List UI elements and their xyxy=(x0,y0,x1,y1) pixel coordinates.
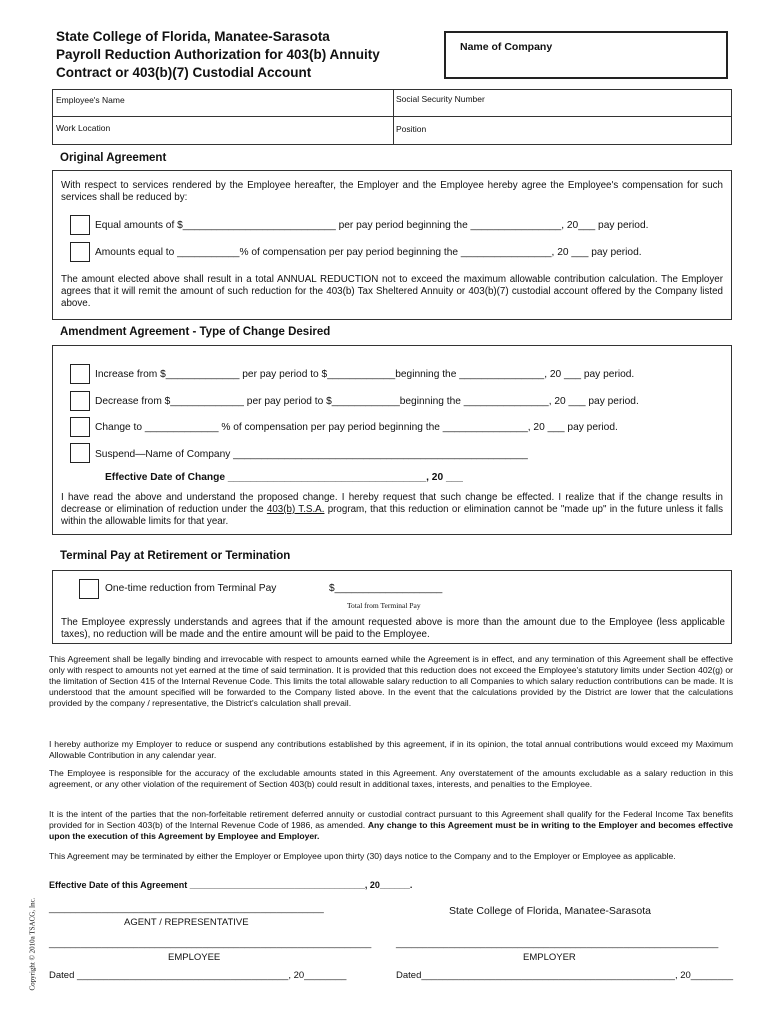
original-agreement-heading: Original Agreement xyxy=(60,152,167,164)
amendment-box xyxy=(52,345,732,535)
terminal-pay-checkbox[interactable] xyxy=(79,579,99,599)
title-line-1: State College of Florida, Manatee-Sarasota xyxy=(56,29,330,44)
terminal-pay-caption: Total from Terminal Pay xyxy=(347,601,421,610)
percent-amounts-checkbox[interactable] xyxy=(70,242,90,262)
change-option: Change to _____________ % of compensation per pay period beginning the _______________, 20 ___ pay period. xyxy=(95,422,618,433)
agent-label: AGENT / REPRESENTATIVE xyxy=(124,917,249,928)
ack-text-1: I have read the above and understand the proposed change. I hereby request that such change be effected. I realize that if the change results in decrease or elimination of reduction under the xyxy=(61,492,723,515)
employee-signature-line[interactable]: _____________________________________________________________ xyxy=(49,938,372,949)
college-name: State College of Florida, Manatee-Sarasota xyxy=(449,905,651,917)
terminal-pay-box xyxy=(52,570,732,644)
employee-name-field[interactable]: Employee's Name xyxy=(56,95,125,105)
terminal-pay-heading: Terminal Pay at Retirement or Termination xyxy=(60,550,291,562)
employee-dated-line[interactable]: Dated ________________________________________, 20________ xyxy=(49,970,347,981)
copyright-notice: Copyright © 2010a TSACG, Inc. xyxy=(28,897,37,991)
increase-option: Increase from $_____________ per pay period to $____________beginning the _______________, 20 ___ pay period. xyxy=(95,369,635,380)
amendment-acknowledgement xyxy=(61,492,723,528)
percent-amounts-option: Amounts equal to ___________% of compensation per pay period beginning the ________________, 20 ___ pay period. xyxy=(95,247,642,258)
title-line-3: Contract or 403(b)(7) Custodial Account xyxy=(56,65,312,80)
suspend-checkbox[interactable] xyxy=(70,443,90,463)
original-limit-text: The amount elected above shall result in a total ANNUAL REDUCTION not to exceed the maximum allowable contribution calculation. The Employer agrees that it will remit the amount of such reduction for the 403(b) Tax Sheltered Annuity or 403(b)(7) custodial account offered by the Company listed above. xyxy=(61,274,723,309)
company-name-label: Name of Company xyxy=(460,41,553,53)
ssn-field[interactable]: Social Security Number xyxy=(396,94,485,104)
decrease-option: Decrease from $_____________ per pay period to $____________beginning the _______________, 20 ___ pay period. xyxy=(95,396,639,407)
amendment-heading: Amendment Agreement - Type of Change Desired xyxy=(60,326,331,338)
terms-p4-bold: Any change to this Agreement must be in writing to the Employer and becomes effective upon the execution of this Agreement by Employee and Employer. xyxy=(49,820,733,841)
agent-signature-line[interactable]: ____________________________________________________ xyxy=(49,903,324,914)
employee-info-table xyxy=(52,89,732,145)
employer-signature-line[interactable]: _____________________________________________________________ xyxy=(396,938,719,949)
equal-amounts-checkbox[interactable] xyxy=(70,215,90,235)
increase-checkbox[interactable] xyxy=(70,364,90,384)
employer-label: EMPLOYER xyxy=(523,952,576,963)
change-checkbox[interactable] xyxy=(70,417,90,437)
title-line-2: Payroll Reduction Authorization for 403(b) Annuity xyxy=(56,47,380,62)
employer-dated-line[interactable]: Dated________________________________________________, 20________ xyxy=(396,970,734,981)
position-field[interactable]: Position xyxy=(396,124,427,134)
terms-paragraph-3: The Employee is responsible for the accuracy of the excludable amounts stated in this Agreement. Any overstatement of the amounts excludable as a salary reduction in this agreement, or any other violation of the requirement of Section 403(b) could result in additional taxes, interests, and penalties to the Employee. xyxy=(49,768,733,789)
terms-paragraph-4 xyxy=(49,809,733,842)
terms-paragraph-5: This Agreement may be terminated by either the Employer or Employee upon thirty (30) days notice to the Company and to the Employer or Employee as applicable. xyxy=(49,851,676,861)
work-location-field[interactable]: Work Location xyxy=(56,123,111,133)
original-agreement-box xyxy=(52,170,732,320)
terms-p4-text: It is the intent of the parties that the non-forfeitable retirement deferred annuity or custodial contract pursuant to this Agreement shall qualify for the Federal Income Tax benefits provided for in Section 403(b) of the Internal Revenue Code of 1986, as amended. xyxy=(49,809,733,830)
original-intro: With respect to services rendered by the Employee hereafter, the Employer and the Employee hereby agree the Employee's compensation for such services shall be reduced by: xyxy=(61,180,723,203)
form-title xyxy=(56,28,436,82)
company-name-field[interactable] xyxy=(444,31,728,79)
decrease-checkbox[interactable] xyxy=(70,391,90,411)
ack-tsa-term: 403(b) T.S.A. xyxy=(266,504,325,515)
employee-label: EMPLOYEE xyxy=(168,952,221,963)
terms-paragraph-1: This Agreement shall be legally binding and irrevocable with respect to amounts earned while the Agreement is in effect, and any termination of this Agreement shall be effective only with respect to amounts not yet earned at the time of said termination. It is provided that this reduction does not exceed the Employee's statutory limits under Section 402(g) or the limitation of Section 415 of the Internal Revenue Code. This limits the total allowable salary reduction to all Companies to which salary reduction contributions can be made. It is understood that the amount specified will be forwarded to the Company listed above. In the event that the calculations provided by the District are lower that the calculations provided by the company / representative, the District's calculation shall prevail. xyxy=(49,654,733,708)
equal-amounts-option: Equal amounts of $___________________________ per pay period beginning the ________________, 20___ pay period. xyxy=(95,220,649,231)
terminal-pay-amount[interactable]: $___________________ xyxy=(329,583,443,594)
ack-text-2: program, that this reduction or elimination cannot be "made up" in the future unless it falls within the allowable limits for that year. xyxy=(61,504,723,527)
suspend-option: Suspend—Name of Company ____________________________________________________ xyxy=(95,449,528,460)
effective-date-agreement[interactable]: Effective Date of this Agreement ___________________________________, 20______. xyxy=(49,880,413,890)
terms-paragraph-2: I hereby authorize my Employer to reduce or suspend any contributions established by this agreement, if in its opinion, the total annual contributions would exceed my Maximum Allowable Contribution in any calendar year. xyxy=(49,739,733,760)
terminal-pay-text: The Employee expressly understands and agrees that if the amount requested above is more than the amount due to the Employee (less applicable taxes), no reduction will be made and the entire amount will be paid to the Employee. xyxy=(61,617,725,640)
effective-date-change: Effective Date of Change ___________________________________, 20 ___ xyxy=(105,472,463,483)
terminal-pay-option: One-time reduction from Terminal Pay xyxy=(105,583,277,594)
